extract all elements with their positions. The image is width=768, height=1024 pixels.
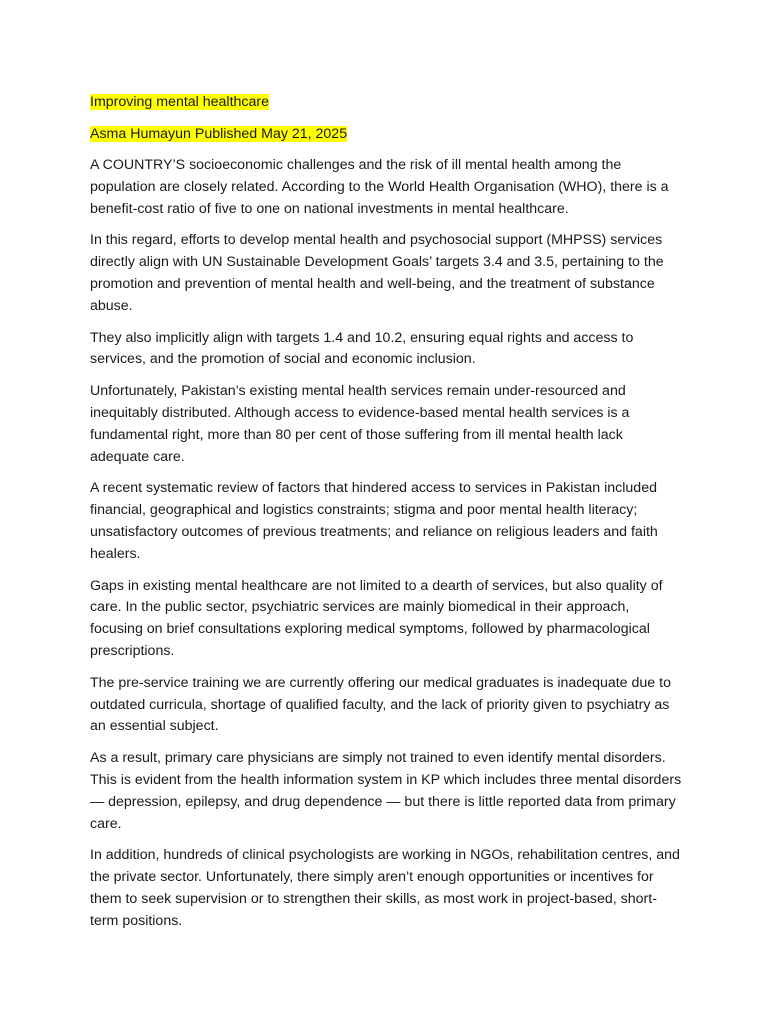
- paragraph-6: Gaps in existing mental healthcare are not limited to a dearth of services, but also quality of care. In the public sector, psychiatric services are mainly biomedical in their approach, focusing on brief consultations exploring medical symptoms, followed by pharmacological prescriptions.: [90, 577, 663, 659]
- document-page: [90, 91, 682, 943]
- article-byline-text: Asma Humayun Published May 21, 2025: [90, 126, 348, 142]
- paragraph-4: Unfortunately, Pakistan’s existing mental health services remain under-resourced and inequitably distributed. Although access to evidence-based mental health services is a fundamental right, more than 80 per cent of those suffering from ill mental health lack adequate care.: [90, 383, 630, 465]
- paragraph-7: The pre-service training we are currently offering our medical graduates is inadequate due to outdated curricula, shortage of qualified faculty, and the lack of priority given to psychiatry as an essential subject.: [90, 674, 671, 735]
- paragraph-9: In addition, hundreds of clinical psychologists are working in NGOs, rehabilitation centres, and the private sector. Unfortunately, there simply aren’t enough opportunities or incentives for them to seek supervision or to strengthen their skills, as most work in project-based, short-term positions.: [90, 847, 680, 929]
- paragraph-1: A COUNTRY’S socioeconomic challenges and the risk of ill mental health among the population are closely related. According to the World Health Organisation (WHO), there is a benefit-cost ratio of five to one on national investments in mental healthcare.: [90, 157, 669, 217]
- paragraph-5: A recent systematic review of factors that hindered access to services in Pakistan included financial, geographical and logistics constraints; stigma and poor mental health literacy; unsatisfactory outcomes of previous treatments; and reliance on religious leaders and faith healers.: [90, 480, 658, 562]
- paragraph-3: They also implicitly align with targets 1.4 and 10.2, ensuring equal rights and access to services, and the promotion of social and economic inclusion.: [90, 329, 634, 368]
- article-title-text: Improving mental healthcare: [90, 94, 270, 110]
- paragraph-2: In this regard, efforts to develop mental health and psychosocial support (MHPSS) services directly align with UN Sustainable Development Goals’ targets 3.4 and 3.5, pertaining to the promotion and prevention of mental health and well-being, and the treatment of substance abuse.: [90, 232, 664, 314]
- article-title: [90, 91, 682, 113]
- paragraph-8: As a result, primary care physicians are simply not trained to even identify mental disorders. This is evident from the health information system in KP which includes three mental disorders — depression, epilepsy, and drug dependence — but there is little reported data from primary care.: [90, 750, 682, 832]
- article-byline: [90, 123, 682, 145]
